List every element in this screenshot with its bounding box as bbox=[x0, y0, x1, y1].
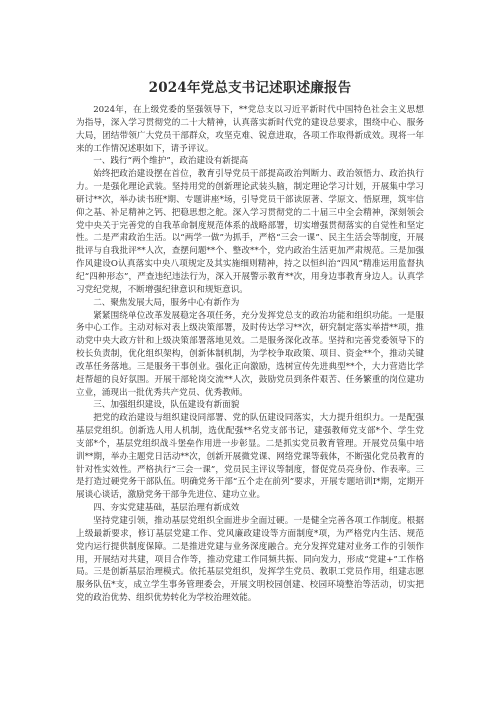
section-heading-1: 一、践行“两个维护”，政治建设有新提高 bbox=[93, 156, 249, 167]
section-heading-2: 二、聚焦发展大局，服务中心有新作为 bbox=[93, 297, 240, 308]
section-heading-4: 四、夯实党建基础，基层治理有新成效 bbox=[93, 503, 240, 514]
report-body bbox=[76, 104, 424, 605]
section-paragraph-4: 坚持党建引领，推动基层党组织全面进步全面过硬。一是健全完善各项工作制度。根据上级最新要求，修订基层党建工作、党风廉政建设等方面制度*项，为严格党内生活、规范党内运行提供制度保障。二是推进党建与业务深度融合。充分发挥党建对业务工作的引领作用，开展结对共建，项目合作等，推动党建工作同频共振、同向发力，形成“党建+”工作格局。三是创新基层治理模式。依托基层党组织，发挥学生党员、教职工党员作用，组建志愿服务队伍*支，成立学生事务管理委会，开展文明校园创建、校园环境整治等活动，切实把党的政治优势、组织优势转化为学校治理效能。 bbox=[76, 516, 424, 604]
section-paragraph-3: 把党的政治建设与组织建设同部署、党的队伍建设同落实，大力提升组织力。一是配强基层党组织。创新选人用人机制，选优配强**名党支部书记，建强教师党支部*个、学生党支部*个，基层党组织战斗堡垒作用进一步彰显。二是抓实党员教育管理。开展党员集中培训**期，举办主题党日活动**次，创新开展微党课、网络党课等载体，不断强化党员教育的针对性实效性。严格执行“三会一课”，党员民主评议等制度，督促党员亮身份、作表率。三是打造过硬党务干部队伍。明确党务干部“五个走在前列”要求，开展专题培训I*期，定期开展谈心谈话，激励党务干部争先进位、建功立业。 bbox=[76, 413, 424, 501]
section-heading-3: 三、加强组织建设，队伍建设有新面貌 bbox=[93, 400, 240, 411]
report-title: 2024年党总支书记述职述廉报告 bbox=[148, 80, 352, 96]
intro-paragraph: 2024年，在上级党委的坚强领导下，**党总支以习近平新时代中国特色社会主义思想为指导，深入学习贯彻党的二十大精神，认真落实新时代党的建设总要求，围绕中心、服务大局，团结带领广大党员干部群众，攻坚克难、锐意进取，各项工作取得新成效。现将一年来的工作情况述职如下，请予评议。 bbox=[76, 105, 424, 154]
section-paragraph-1: 始终把政治建设摆在首位，教育引导党员干部提高政治判断力、政治领悟力、政治执行力。一是强化理论武装。坚持用党的创新理论武装头脑，制定理论学习计划，开展集中学习研讨**次，举办读书班*期、专题讲座*场，引导党员干部读原著、学原文、悟原理，筑牢信仰之基、补足精神之钙、把稳思想之舵。深入学习贯彻党的二十届三中全会精神，深刻领会党中央关于完善党的自我革命制度规范体系的战略部署，切实增强贯彻落实的自觉性和坚定性。二是严肃政治生活。以“两学一做”为抓手，严格“三会一课”、民主生活会等制度，开展批评与自我批评**人次，查摆问题**个、整改**个，党内政治生活更加严肃规范。三是加强作风建设O认真落实中央八项规定及其实施细则精神，持之以恒纠治“四风”精准运用监督执纪“四种形态”，严查违纪违法行为，深入开展警示教育**次，用身边事教育身边人。认真学习党纪党规，不断增强纪律意识和规矩意识。 bbox=[76, 169, 424, 295]
section-paragraph-2: 紧紧围绕单位改革发展稳定各项任务，充分发挥党总支的政治功能和组织功能。一是服务中心工作。主动对标对表上级决策部署，及时传达学习**次，研究制定落实举措**项，推动党中央大政方针和上级决策部署落地见效。二是服务深化改革。坚持和完善党委领导下的校长负责制，优化组织架构，创新体制机制，为学校争取政策、项目、资金**个，推动关键改革任务落地。三是服务干事创业。强化正向激励，选树宣传先进典型**个，大力营造比学赶帮超的良好氛围。开展干部轮岗交流**人次，鼓励党员到条件艰苦、任务繁重的岗位建功立业，涌现出一批优秀共产党员、优秀教师。 bbox=[76, 310, 424, 398]
